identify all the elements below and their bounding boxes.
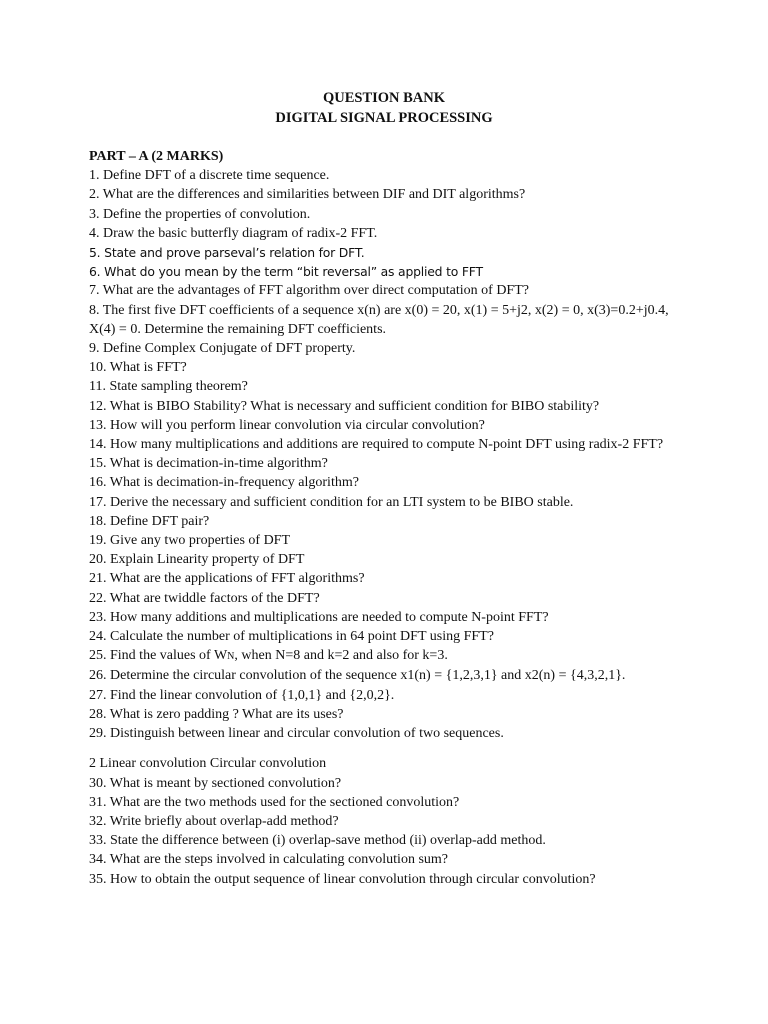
question-10: 10. What is FFT?	[89, 360, 187, 376]
question-2: 2. What are the differences and similarities between DIF and DIT algorithms?	[89, 187, 526, 203]
question-list	[89, 147, 689, 889]
question-21: 21. What are the applications of FFT algorithms?	[89, 571, 365, 587]
question-7: 7. What are the advantages of FFT algorithm over direct computation of DFT?	[89, 283, 529, 299]
question-11: 11. State sampling theorem?	[89, 379, 248, 395]
question-23: 23. How many additions and multiplications are needed to compute N-point FFT?	[89, 609, 549, 625]
question-4: 4. Draw the basic butterfly diagram of radix-2 FFT.	[89, 225, 378, 241]
question-5: 5. State and prove parseval’s relation for DFT.	[89, 245, 365, 261]
question-16: 16. What is decimation-in-frequency algorithm?	[89, 475, 359, 491]
question-25-subscript: N	[227, 651, 235, 663]
question-33: 33. State the difference between (i) overlap-save method (ii) overlap-add method.	[89, 833, 546, 849]
document-title: QUESTION BANK	[322, 90, 446, 106]
question-9: 9. Define Complex Conjugate of DFT property.	[89, 341, 356, 357]
part-b-subheading: 2 Linear convolution Circular convolution	[89, 756, 327, 772]
question-32: 32. Write briefly about overlap-add method?	[89, 813, 339, 829]
section-gap	[89, 743, 689, 754]
question-25-text: 25. Find the values of W	[89, 648, 228, 664]
question-13: 13. How will you perform linear convolution via circular convolution?	[89, 417, 485, 433]
question-17: 17. Derive the necessary and sufficient condition for an LTI system to be BIBO stable.	[89, 494, 574, 510]
question-35: 35. How to obtain the output sequence of linear convolution through circular convolution?	[89, 871, 596, 887]
question-8: 8. The first five DFT coefficients of a sequence x(n) are x(0) = 20, x(1) = 5+j2, x(2) = 0, x(3)=0.2+j0.4, X(4) = 0. Determine the remaining DFT coefficients.	[89, 302, 669, 337]
question-22: 22. What are twiddle factors of the DFT?	[89, 590, 320, 606]
part-a-title: PART – A (2 MARKS)	[89, 149, 224, 164]
question-28: 28. What is zero padding ? What are its uses?	[89, 706, 344, 722]
question-6: 6. What do you mean by the term “bit reversal” as applied to FFT	[89, 264, 483, 280]
question-27: 27. Find the linear convolution of {1,0,1} and {2,0,2}.	[89, 687, 395, 703]
question-29: 29. Distinguish between linear and circular convolution of two sequences.	[89, 726, 504, 742]
question-25	[89, 646, 689, 666]
question-30: 30. What is meant by sectioned convolution?	[89, 775, 342, 791]
question-14: 14. How many multiplications and additions are required to compute N-point DFT using radix-2 FFT?	[89, 437, 664, 453]
question-12: 12. What is BIBO Stability? What is necessary and sufficient condition for BIBO stability?	[89, 398, 600, 414]
question-25-rest: , when N=8 and k=2 and also for k=3.	[234, 648, 448, 664]
question-34: 34. What are the steps involved in calculating convolution sum?	[89, 852, 448, 868]
question-15: 15. What is decimation-in-time algorithm?	[89, 456, 328, 472]
question-26: 26. Determine the circular convolution of the sequence x1(n) = {1,2,3,1} and x2(n) = {4,3,2,1}.	[89, 668, 626, 684]
question-24: 24. Calculate the number of multiplications in 64 point DFT using FFT?	[89, 629, 494, 645]
question-18: 18. Define DFT pair?	[89, 513, 210, 529]
question-1: 1. Define DFT of a discrete time sequence.	[89, 168, 330, 184]
question-31: 31. What are the two methods used for the sectioned convolution?	[89, 794, 460, 810]
question-20: 20. Explain Linearity property of DFT	[89, 552, 305, 568]
document-subject: DIGITAL SIGNAL PROCESSING	[275, 110, 493, 126]
question-3: 3. Define the properties of convolution.	[89, 206, 311, 222]
question-19: 19. Give any two properties of DFT	[89, 533, 291, 549]
